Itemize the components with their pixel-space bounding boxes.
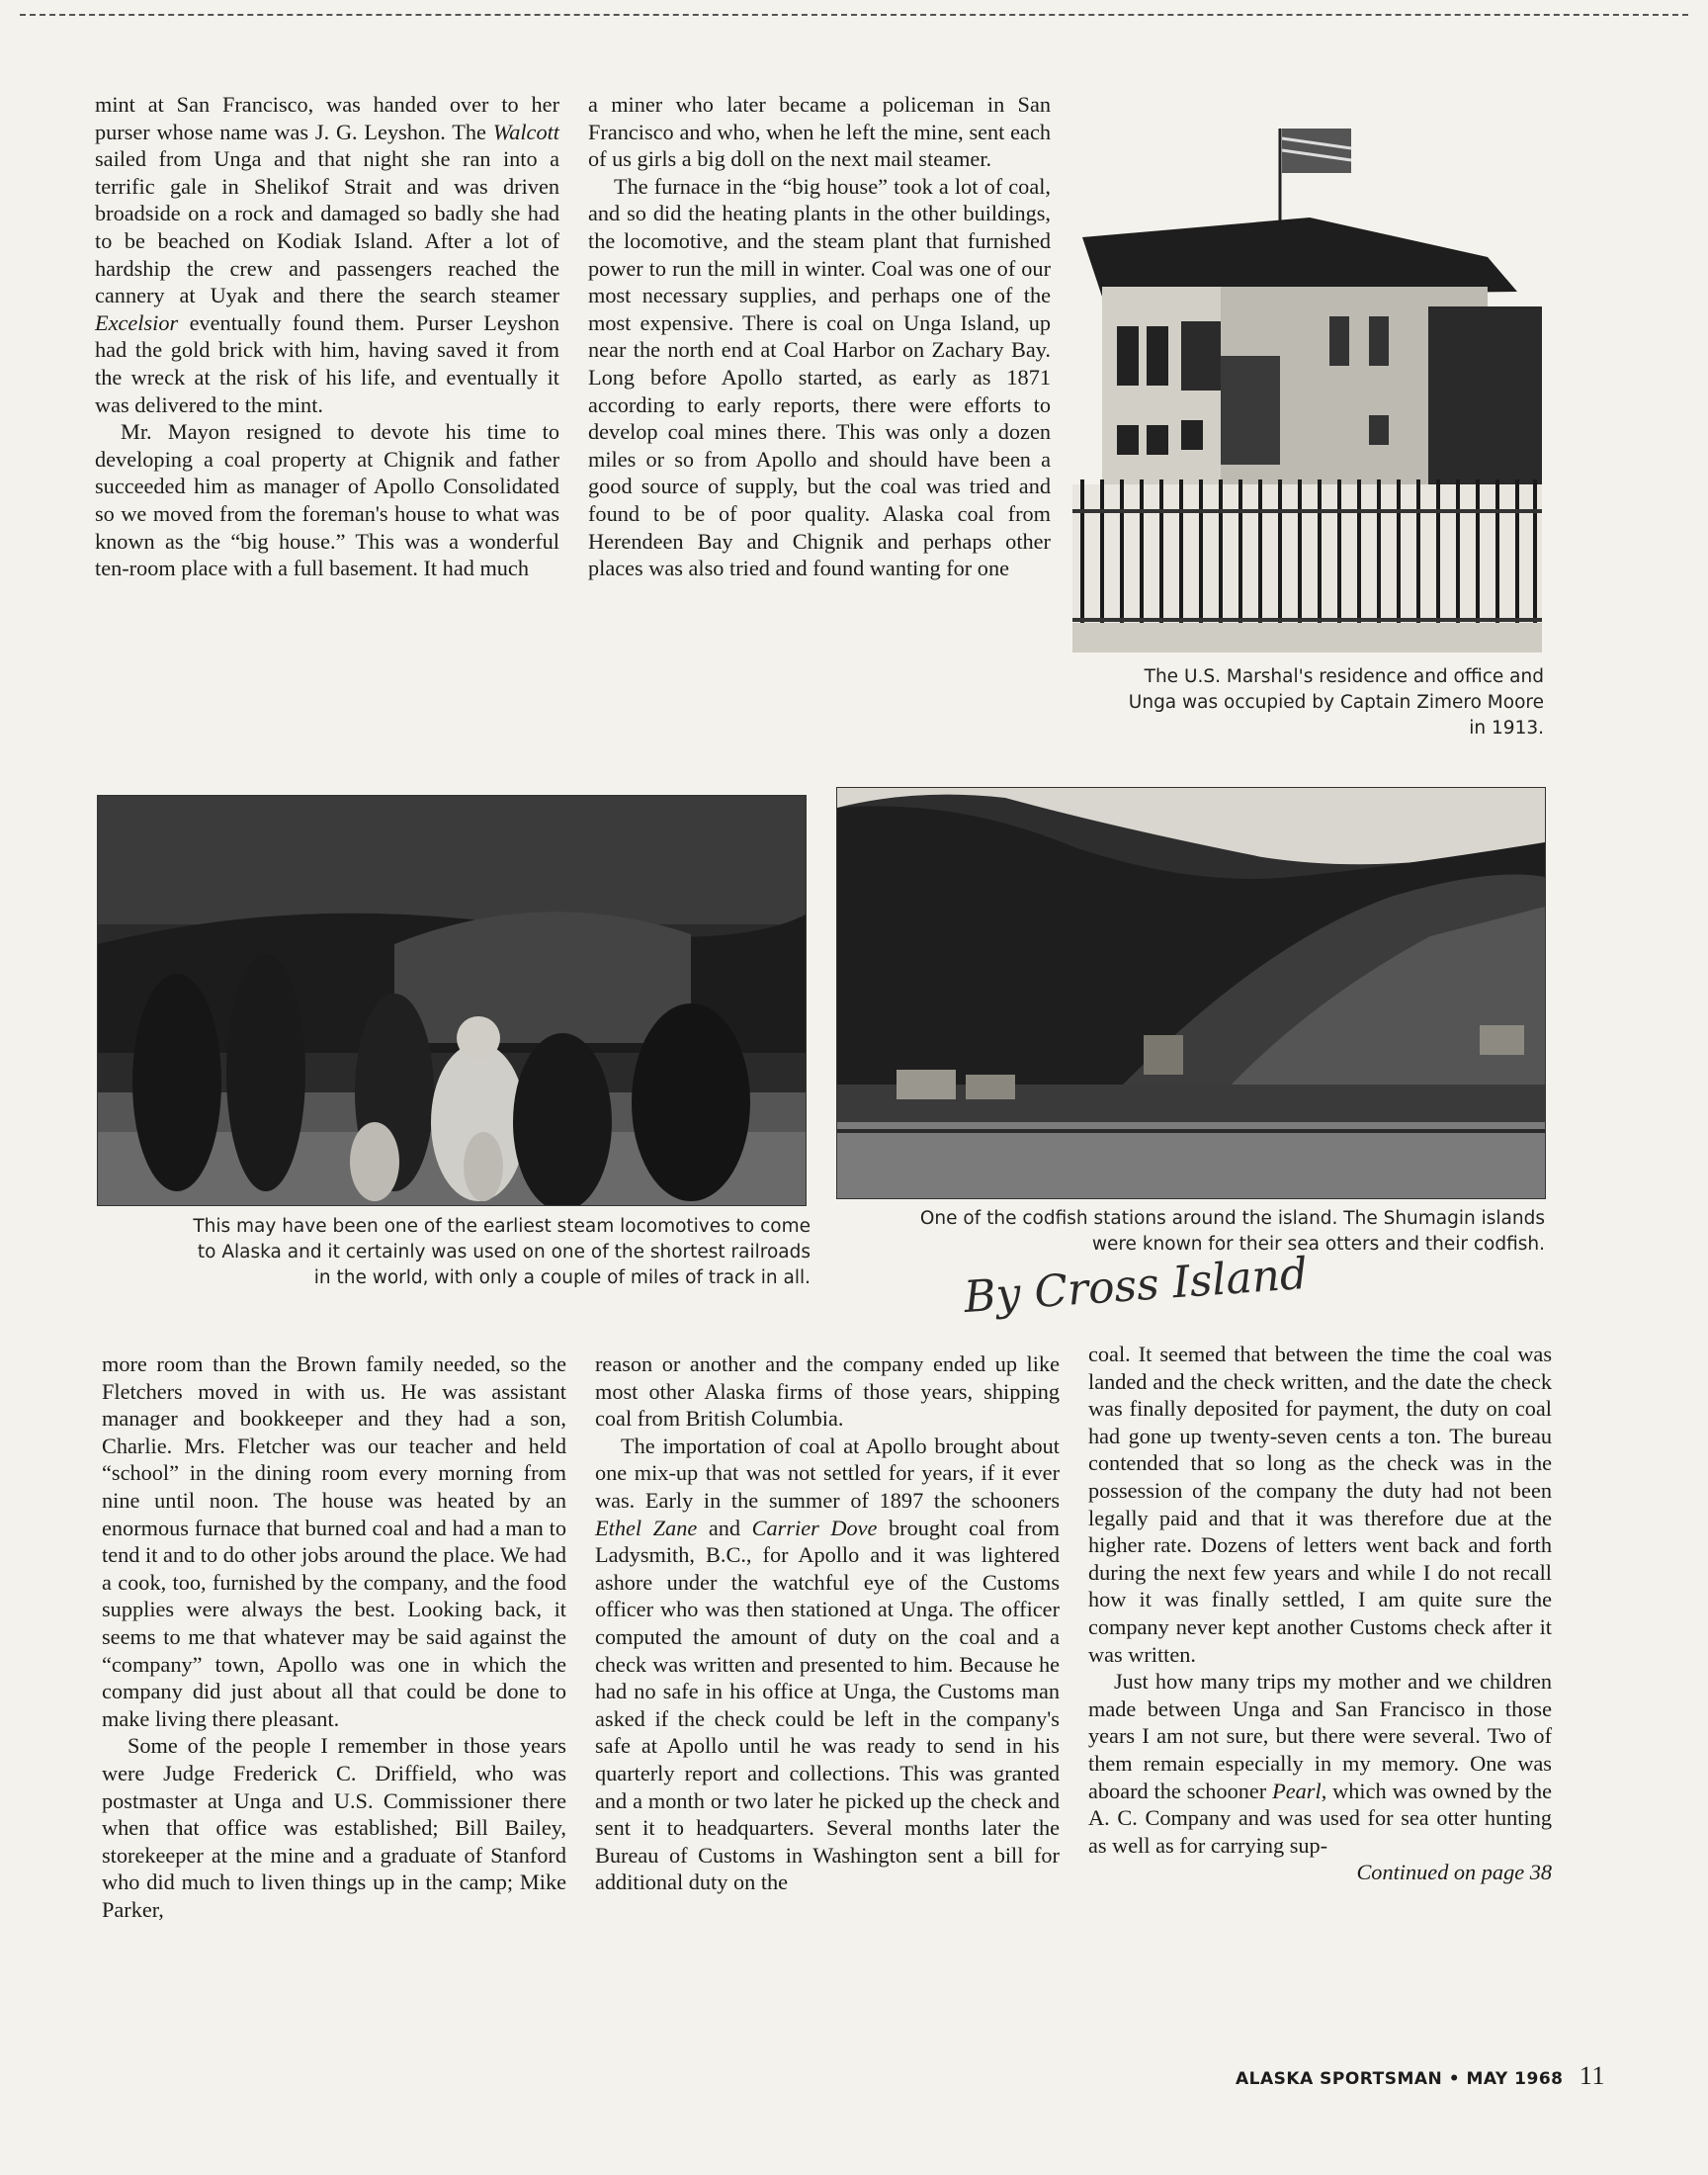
column-1-top (95, 91, 559, 582)
page-number: 11 (1579, 2061, 1605, 2090)
handwritten-note: By Cross Island (962, 1248, 1310, 1324)
column-1-bottom (102, 1350, 566, 1923)
paragraph: The importation of coal at Apollo brought about one mix-up that was not settled for years, if it ever was. Early in the summer of 1897 the schooners Ethel Zane and Carrier Dove brought coal from Ladysmith, B.C., for Apollo and it was lightered ashore under the watchful eye of the Customs officer who was then stationed at Unga. The officer computed the amount of duty on the coal and a check was written and presented to him. Because he had no safe in his office at Unga, the Customs man asked if the check could be left in the company's safe at Apollo until he was ready to send in his quarterly report and collections. This was granted and a month or two later he picked up the check and sent it to headquarters. Several months later the Bureau of Customs in Washington sent a bill for additional duty on the (595, 1433, 1061, 1895)
top-rule (20, 14, 1688, 16)
marshal-photo-caption: The U.S. Marshal's residence and office and Unga was occupied by Captain Zimero Moore in 1913. (1128, 666, 1544, 739)
publication-name: ALASKA SPORTSMAN (1236, 2069, 1443, 2089)
paragraph: Just how many trips my mother and we children made between Unga and San Francisco in those years I am not sure, but there were several. Two of them remain especially in my memory. One was aboard the schooner Pearl, which was owned by the A. C. Company and was used for sea otter hunting as well as for carrying sup- (1088, 1669, 1552, 1858)
codfish-station-photo (836, 787, 1546, 1199)
paragraph: reason or another and the company ended up like most other Alaska firms of those years, shipping coal from British Columbia. (595, 1351, 1060, 1432)
column-2-bottom (595, 1350, 1060, 1896)
codfish-photo-caption: One of the codfish stations around the island. The Shumagin islands were known for their sea otters and their codfish. (919, 1208, 1545, 1255)
paragraph: more room than the Brown family needed, so the Fletchers moved in with us. He was assistant manager and bookkeeper and they had a son, Charlie. Mrs. Fletcher was our teacher and held “school” in the dining room every morning from nine until noon. The house was heated by an enormous furnace that burned coal and had a man to tend it and to do other jobs around the place. We had a cook, too, furnished by the company, and the food supplies were always the best. Looking back, it seems to me that whatever may be said against the “company” town, Apollo was one in which the company did just about all that could be done to make living there pleasant. (102, 1351, 566, 1731)
marshal-residence-photo (1072, 119, 1542, 652)
paragraph: Some of the people I remember in those years were Judge Frederick C. Driffield, who was postmaster at Unga and U.S. Commissioner there when that office was established; Bill Bailey, storekeeper at the mine and a graduate of Stanford who did much to liven things up in the camp; Mike Parker, (102, 1733, 566, 1922)
column-3-bottom (1088, 1341, 1552, 1886)
paragraph: Mr. Mayon resigned to devote his time to developing a coal property at Chignik and father succeeded him as manager of Apollo Consolidated so we moved from the foreman's house to what was known as the “big house.” This was a wonderful ten-room place with a full basement. It had much (95, 419, 559, 581)
issue-date: MAY 1968 (1466, 2069, 1564, 2089)
locomotive-photo (97, 795, 807, 1206)
column-2-top (588, 91, 1051, 582)
page-footer (1236, 2061, 1605, 2091)
paragraph: The furnace in the “big house” took a lot of coal, and so did the heating plants in the other buildings, the locomotive, and the steam plant that furnished power to run the mill in winter. Coal was one of our most necessary supplies, and perhaps one of the most expensive. There is coal on Unga Island, up near the north end at Coal Harbor on Zachary Bay. Long before Apollo started, as early as 1871 according to early reports, there were efforts to develop coal mines there. This was only a dozen miles or so from Apollo and should have been a good source of supply, but the coal was tried and found to be of poor quality. Alaska coal from Herendeen Bay and Chignik and perhaps other places was also tried and found wanting for one (588, 173, 1051, 581)
locomotive-photo-caption: This may have been one of the earliest steam locomotives to come to Alaska and it certainly was used on one of the shortest railroads in the world, with only a couple of miles of track in all. (193, 1216, 811, 1288)
paragraph: a miner who later became a policeman in San Francisco and who, when he left the mine, sent each of us girls a big doll on the next mail steamer. (588, 92, 1051, 172)
paragraph: mint at San Francisco, was handed over to her purser whose name was J. G. Leyshon. The Walcott sailed from Unga and that night she ran into a terrific gale in Shelikof Strait and was driven broadside on a rock and damaged so badly she had to be beached on Kodiak Island. After a lot of hardship the crew and passengers reached the cannery at Uyak and there the search steamer Excelsior eventually found them. Purser Leyshon had the gold brick with him, having saved it from the wreck at the risk of his life, and eventually it was delivered to the mint. (95, 92, 559, 417)
paragraph: coal. It seemed that between the time the coal was landed and the check written, and the date the check was finally deposited for payment, the duty on coal had gone up twenty-seven cents a ton. The bureau contended that so long as the check was in the possession of the company the duty had not been legally paid and that it was therefore due at the higher rate. Dozens of letters went back and forth during the next few years and while I do not recall how it was finally settled, I am quite sure the company never kept another Customs check after it was written. (1088, 1342, 1552, 1667)
footer-separator: • (1448, 2069, 1461, 2089)
continued-note: Continued on page 38 (1356, 1860, 1552, 1885)
